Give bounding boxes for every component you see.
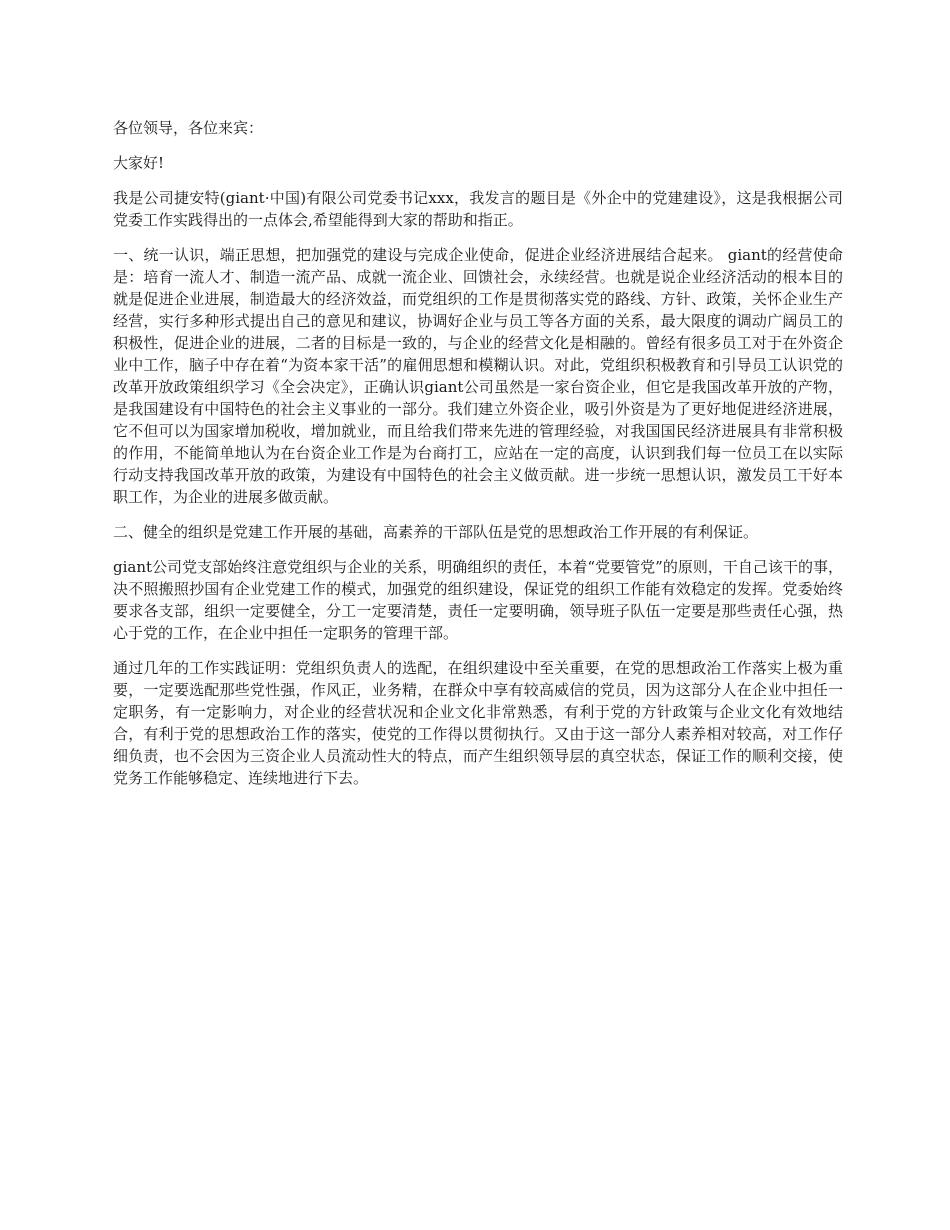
section-two-heading: 二、健全的组织是党建工作开展的基础，高素养的干部队伍是党的思想政治工作开展的有利保证。 — [113, 523, 759, 541]
practice-proof-paragraph: 通过几年的工作实践证明：党组织负责人的选配，在组织建设中至关重要，在党的思想政治工作落实上极为重要，一定要选配那些党性强，作风正，业务精，在群众中享有较高威信的党员，因为这部分人在企业中担任一定职务，有一定影响力，对企业的经营状况和企业文化非常熟悉，有利于党的方针政策与企业文化有效地结合，有利于党的思想政治工作的落实，使党的工作得以贯彻执行。又由于这一部分人素养相对较高，对工作仔细负责，也不会因为三资企业人员流动性大的特点，而产生组织领导层的真空状态，保证工作的顺利交接，使党务工作能够稳定、连续地进行下去。 — [113, 659, 843, 787]
document-body — [113, 117, 843, 802]
section-one-paragraph: 一、统一认识，端正思想，把加强党的建设与完成企业使命，促进企业经济进展结合起来。 giant的经营使命是：培育一流人才、制造一流产品、成就一流企业、回馈社会，永续经营。也就是说企业经济活动的根本目的就是促进企业进展，制造最大的经济效益，而党组织的工作是贯彻落实党的路线、方针、政策，关怀企业生产经营，实行多种形式提出自己的意见和建议，协调好企业与员工等各方面的关系，最大限度的调动广阔员工的积极性，促进企业的进展，二者的目标是一致的，与企业的经营文化是相融的。曾经有很多员工对于在外资企业中工作，脑子中存在着“为资本家干活”的雇佣思想和模糊认识。对此，党组织积极教育和引导员工认识党的改革开放政策组织学习《全会决定》，正确认识giant公司虽然是一家台资企业，但它是我国改革开放的产物，是我国建设有中国特色的社会主义事业的一部分。我们建立外资企业，吸引外资是为了更好地促进经济进展，它不但可以为国家增加税收，增加就业，而且给我们带来先进的管理经验，对我国国民经济进展具有非常积极的作用，不能简单地认为在台资企业工作是为台商打工，应站在一定的高度，认识到我们每一位员工在以实际行动支持我国改革开放的政策，为建设有中国特色的社会主义做贡献。进一步统一思想认识，激发员工干好本职工作，为企业的进展多做贡献。 — [113, 246, 843, 506]
salutation: 各位领导，各位来宾： — [113, 119, 264, 137]
greeting: 大家好! — [113, 154, 165, 172]
introduction-paragraph: 我是公司捷安特(giant·中国)有限公司党委书记xxx，我发言的题目是《外企中的党建建设》，这是我根据公司党委工作实践得出的一点体会,希望能得到大家的帮助和指正。 — [113, 189, 843, 229]
party-branch-paragraph: giant公司党支部始终注意党组织与企业的关系，明确组织的责任，本着“党要管党”的原则，干自己该干的事，决不照搬照抄国有企业党建工作的模式，加强党的组织建设，保证党的组织工作能有效稳定的发挥。党委始终要求各支部，组织一定要健全，分工一定要清楚，责任一定要明确，领导班子队伍一定要是那些责任心强，热心于党的工作，在企业中担任一定职务的管理干部。 — [113, 558, 843, 642]
